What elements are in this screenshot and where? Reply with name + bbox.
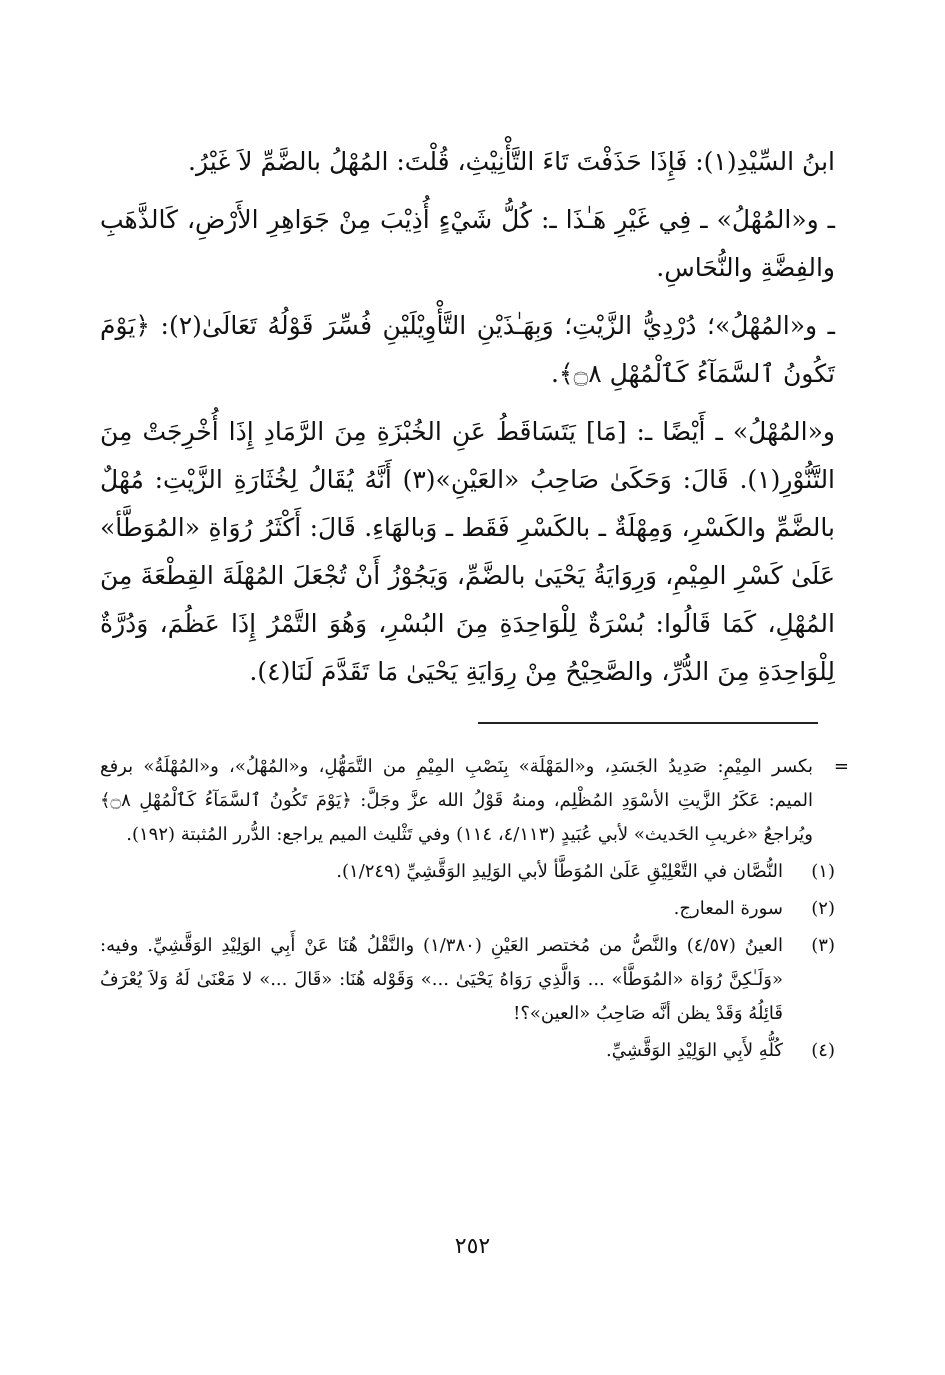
footnote-number: (٢): [811, 898, 835, 919]
footnote-text: كُلُّهِ لأَبِي الوَلِيْدِ الوَقَّشِيِّ.: [606, 1040, 783, 1061]
footnote-separator: [478, 722, 818, 724]
paragraph-ibn-sid: ابنُ السِّيْدِ(١): فَإِذَا حَذَفْتَ تَاءَ التَّأْنِيْثِ، قُلْتَ: المُهْلُ بالضَّمِّ لاَ غَيْرُ.: [188, 147, 835, 176]
footnote-continuation: [100, 750, 849, 852]
footnote-4: [100, 1034, 835, 1068]
footnote-text: سورة المعارج.: [673, 898, 783, 919]
main-text: [100, 138, 835, 696]
paragraph-muhl-oil-dregs: ـ و«المُهْلُ»؛ دُرْدِيُّ الزَّيْتِ؛ وَبِهَـٰذَيْنِ التَّأْوِيْلَيْنِ فُسِّرَ قَوْلُهُ تَعَالَىٰ(٢): ﴿يَوْمَ تَكُونُ ٱلسَّمَآءُ كَٱلْمُهْلِ ۝٨﴾.: [100, 311, 835, 388]
footnote-continuation-text: بكسر المِيْمِ: صَدِيدُ الجَسَدِ، و«المَهْلَة» بِنَصْبِ المِيْمِ من التَّمَهُّلِ، و«المُهْلُ»، و«المُهْلَةُ» برفع الميم: عَكَرُ الزَّيتِ الأسْوَدِ المُظْلِم، ومنهُ قَوْلُ الله عزَّ وجَلَّ: ﴿يَوْمَ تَكُونُ ٱلسَّمَآءُ كَٱلْمُهْلِ ۝٨﴾ ويُراجعُ «غريبِ الحَديث» لأبي عُبَيدٍ (٤/١١٣، ١١٤) وفي تَثْليث الميم يراجع: الدُّرر المُثبتة (١٩٢).: [100, 756, 813, 845]
footnote-number: (٤): [811, 1040, 835, 1061]
footnotes: [100, 750, 849, 1068]
page-number: ٢٥٢: [454, 1234, 491, 1259]
footnote-text: العينُ (٤/٥٧) والنَّصُّ من مُختصر العَيْنِ (١/٣٨٠) والنَّقْلُ هُنَا عَنْ أَبِي الوَلِيْدِ الوَقَّشِيِّ. وفيه: «وَلَـٰكِنَّ رُوَاة «المُوَطَّأ» ... وَالَّذِي رَوَاهُ يَحْيَىٰ ...» وَقَوْله هُنَا: «قَالَ ...» لا مَعْنَىٰ لَهُ وَلاَ يُعْرَفُ قَائِلُهُ وَقَدْ يظن أنَّه صَاحِبُ «العين»؟!: [100, 935, 784, 1024]
footnote-3: [100, 929, 835, 1031]
footnote-1: [100, 855, 835, 889]
footnote-text: النُّصَّان في التَّعْلِيْقِ عَلَىٰ المُوَطَّأ لأبي الوَلِيدِ الوَقَّشِيِّ (١/٢٤٩).: [336, 861, 783, 882]
paragraph-muhl-ashes: و«المُهْلُ» ـ أَيْضًا ـ: [مَا] يَتَسَاقَطُ عَنِ الخُبْزَةِ مِنَ الرَّمَادِ إِذَا أُخْرِجَتْ مِنَ التَّنُّوْرِ(١). قَالَ: وَحَكَىٰ صَاحِبُ «العَيْنِ»(٣) أَنَّهُ يُقَالُ لِخُثَارَةِ الزَّيْتِ: مُهْلٌ بالضَّمِّ والكَسْرِ، وَمِهْلَةٌ ـ بالكَسْرِ فَقَط ـ وَبالهَاءِ. قَالَ: أَكْثَرُ رُوَاةِ «المُوَطَّأ» عَلَىٰ كَسْرِ المِيْمِ، وَرِوَايَةُ يَحْيَىٰ بالضَّمِّ، وَيَجُوْزُ أَنْ تُجْعَلَ المُهْلَةَ القِطْعَةَ مِنَ المُهْلِ، كَمَا قَالُوا: بُسْرَةٌ لِلْوَاحِدَةِ مِنَ البُسْرِ، وَهُوَ التَّمْرُ إِذَا عَظُمَ، وَدُرَّةٌ لِلْوَاحِدَةِ مِنَ الدُّرِّ، والصَّحِيْحُ مِنْ رِوَايَةِ يَحْيَىٰ مَا تَقَدَّمَ لَنَا(٤).: [100, 417, 836, 686]
continuation-mark: =: [833, 756, 849, 777]
footnote-number: (٣): [811, 935, 835, 956]
footnote-number: (١): [811, 861, 835, 882]
footnote-2: [100, 892, 835, 926]
paragraph-muhl-metals: ـ و«المُهْلُ» ـ فِي غَيْرِ هَـٰذَا ـ: كُلُّ شَيْءٍ أُذِيْبَ مِنْ جَوَاهِرِ الأَرْضِ، كَالذَّهَبِ والفِضَّةِ والنُّحَاسِ.: [100, 205, 835, 282]
